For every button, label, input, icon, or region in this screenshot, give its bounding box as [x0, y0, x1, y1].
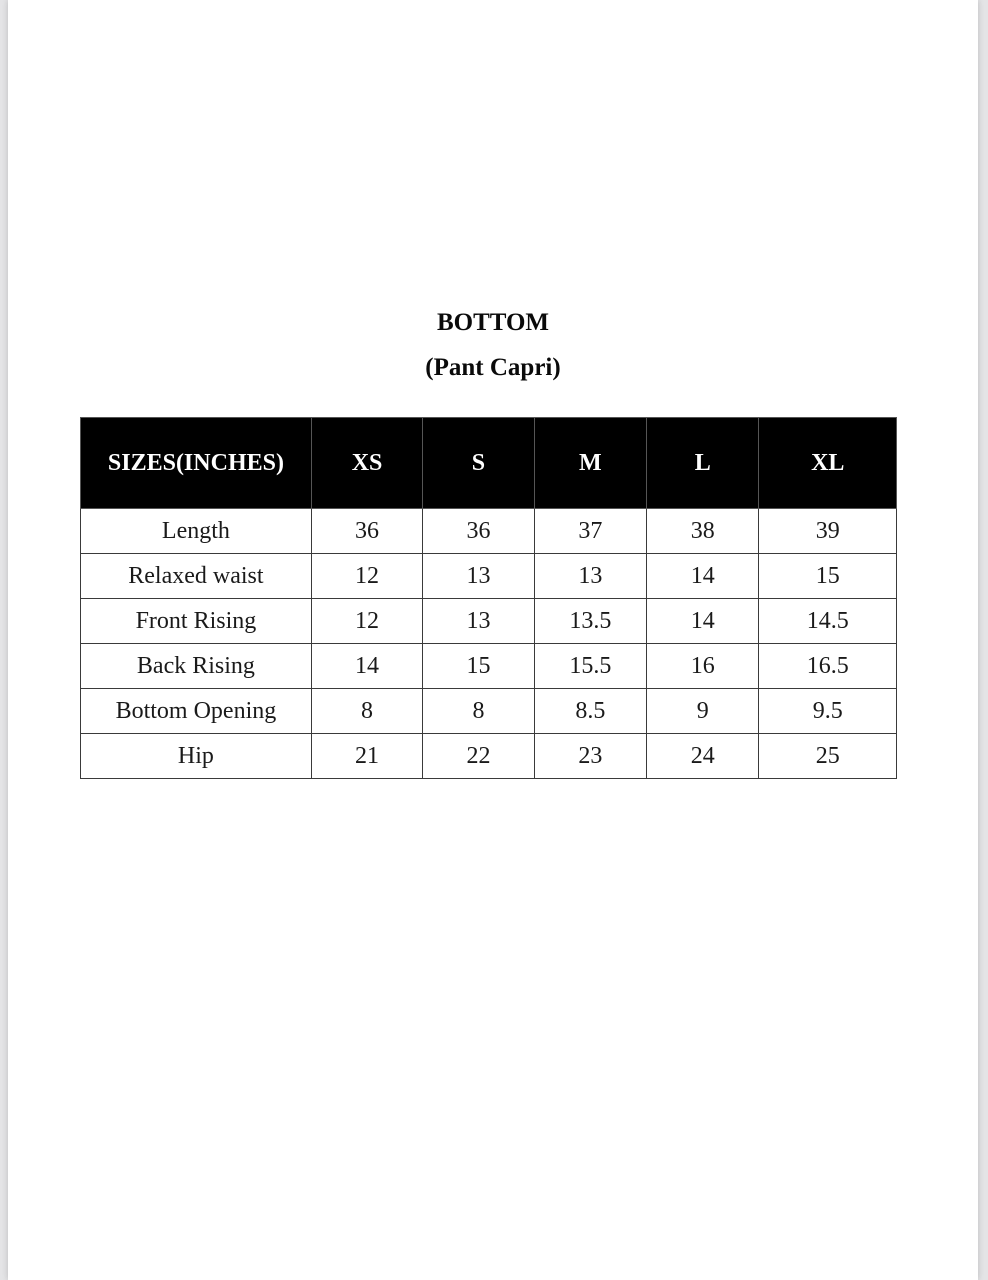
table-cell: 9 [647, 689, 759, 734]
row-label: Back Rising [81, 644, 312, 689]
header-sizes-inches: SIZES(INCHES) [81, 418, 312, 509]
table-cell: 15 [423, 644, 534, 689]
table-cell: 39 [759, 509, 897, 554]
table-cell: 8 [311, 689, 422, 734]
header-size-xs: XS [311, 418, 422, 509]
document-title: BOTTOM [436, 309, 550, 336]
header-size-s: S [423, 418, 534, 509]
table-cell: 9.5 [759, 689, 897, 734]
table-cell: 24 [647, 734, 759, 779]
table-cell: 14 [311, 644, 422, 689]
document-page [8, 0, 978, 1280]
table-cell: 15 [759, 554, 897, 599]
table-cell: 13 [423, 554, 534, 599]
header-size-xl: XL [759, 418, 897, 509]
row-label: Bottom Opening [81, 689, 312, 734]
table-header-row [81, 418, 897, 509]
table-cell: 36 [423, 509, 534, 554]
table-cell: 23 [534, 734, 646, 779]
table-cell: 13.5 [534, 599, 646, 644]
table-cell: 14.5 [759, 599, 897, 644]
table-cell: 16.5 [759, 644, 897, 689]
table-cell: 25 [759, 734, 897, 779]
table-row [81, 599, 897, 644]
table-cell: 16 [647, 644, 759, 689]
table-cell: 14 [647, 599, 759, 644]
table-row [81, 554, 897, 599]
table-cell: 8.5 [534, 689, 646, 734]
header-size-l: L [647, 418, 759, 509]
table-cell: 36 [311, 509, 422, 554]
size-chart-table [80, 417, 897, 779]
table-row [81, 734, 897, 779]
row-label: Hip [81, 734, 312, 779]
header-size-m: M [534, 418, 646, 509]
table-row [81, 689, 897, 734]
table-row [81, 509, 897, 554]
row-label: Length [81, 509, 312, 554]
table-cell: 15.5 [534, 644, 646, 689]
table-cell: 13 [423, 599, 534, 644]
document-subtitle: (Pant Capri) [425, 354, 561, 381]
table-cell: 12 [311, 599, 422, 644]
table-cell: 12 [311, 554, 422, 599]
table-cell: 38 [647, 509, 759, 554]
row-label: Front Rising [81, 599, 312, 644]
table-cell: 14 [647, 554, 759, 599]
table-row [81, 644, 897, 689]
row-label: Relaxed waist [81, 554, 312, 599]
table-cell: 8 [423, 689, 534, 734]
table-cell: 37 [534, 509, 646, 554]
table-cell: 13 [534, 554, 646, 599]
table-cell: 22 [423, 734, 534, 779]
table-cell: 21 [311, 734, 422, 779]
